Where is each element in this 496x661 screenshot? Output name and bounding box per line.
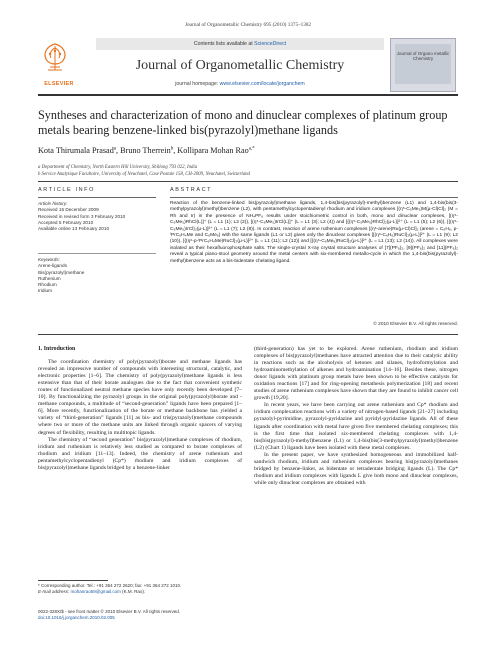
publisher-name: ELSEVIER: [44, 81, 74, 87]
info-divider: [38, 197, 156, 198]
doi-link[interactable]: doi:10.1016/j.jorganchem.2010.02.005: [38, 615, 115, 620]
body-paragraph: The chemistry of “second generation” bis(pyrazolyl)methane complexes of rhodium, iridium and ruthenium is relatively less studied as compared to borate complexes of rhodium and iridium [11–13]. Indeed, the chemistry of arene ruthenium and pentamethylcyclopentadienyl (Cp*) rhodium and iridium complexes of bis(pyrazolyl)methane ligands bridged by a benzene-linker: [38, 436, 242, 471]
journal-cover-thumbnail[interactable]: [390, 38, 456, 92]
author-name[interactable]: Kollipara Mohan Rao: [177, 146, 249, 155]
elsevier-logo[interactable]: [38, 40, 80, 90]
contents-available-bar: [96, 38, 384, 50]
homepage-link[interactable]: www.elsevier.com/locate/jorganchem: [219, 81, 305, 87]
keyword: Iridium: [38, 288, 53, 294]
affiliation: a Department of Chemistry, North Eastern Hill University, Shillong 793 022, India: [38, 165, 198, 170]
body-paragraph: (third-generation) has yet to be explored. Arene ruthenium, rhodium and iridium complexes of bis(pyrazolyl)methanes have attracted attention due to their catalytic ability in reactions such as the alcoholysis of ketones and silanes, hydroformylation and hydroaminomethylation of alkenes and hydroamination [14–16]. Besides these, nitrogen donor ligands with platinum group metals have been shown to be effective catalysts for oxidation reactions [17] and for ring-opening metathesis polymerization [18] and recent studies of arene ruthenium complexes have shown that they are found to inhibit cancer cell growth [19,20].: [254, 346, 458, 402]
journal-homepage: [96, 81, 384, 87]
email-suffix: (K.M. Rao).: [120, 588, 146, 594]
article-title: Syntheses and characterization of mono and dinuclear complexes of platinum group metals bearing benzene-linked bis(pyrazolyl)methane ligands: [38, 108, 448, 137]
body-paragraph: The coordination chemistry of poly(pyrazolyl)borate and methane ligands has revealed an impressive number of compounds with interesting structural, catalytic, and electronic properties [1–6]. The chemistry of poly(pyrazolyl)methane ligands is less extensive than that of their borate analogues due to the fact that convenient synthetic routes of functionalized neutral methane species have only recently been developed [7–10]. By functionalizing the pyrazolyl groups in the original poly(pyrazolyl)borate and -methane compounds, a multitude of “second-generation” ligands have been prepared [1–6]. More recently, functionalization of the borate or methane backbone has yielded a variety of “third-generation” ligands [11] as bis- and tris(pyrazolyl)methane compounds where two or more of the methane units are linked through organic spacers of varying degrees of flexibility, resulting in multitopic ligands.: [38, 359, 242, 436]
article-history: [38, 201, 158, 232]
author-affil-mark: a: [113, 146, 117, 152]
history-item: Received 15 December 2009: [38, 207, 99, 213]
affiliation: b Service Analytique Facultaire, University of Neuchatel, Case Postale 158, CH-2009, Neuchatel, Switzerland: [38, 172, 250, 177]
header-divider: [38, 94, 458, 96]
abstract-bottom-divider: [38, 334, 458, 335]
cover-label: Journal of Organo metallic Chemistry: [396, 51, 450, 61]
article-info-heading: ARTICLE INFO: [38, 187, 95, 193]
email-label: E-mail address:: [38, 588, 71, 594]
article-meta-footer: [38, 609, 338, 621]
author-email-link[interactable]: mohanrao59@gmail.com: [70, 588, 121, 594]
keywords: [38, 257, 158, 295]
corresponding-author-footnote: [38, 583, 248, 595]
journal-citation-line: Journal of Organometallic Chemistry 695 (2010) 1375–1382: [184, 22, 312, 28]
author-affil-mark: b: [170, 146, 174, 152]
elsevier-tree-icon: [38, 40, 72, 74]
author-name[interactable]: Kota Thirumala Prasad: [38, 146, 114, 155]
cover-art: [395, 44, 451, 84]
keywords-heading: Keywords:: [38, 257, 60, 262]
keyword: Rhodium: [38, 282, 57, 288]
keywords-divider: [38, 253, 156, 254]
keyword: Ruthenium: [38, 275, 61, 281]
author-list: Kota Thirumala Prasad$^a$, Bruno Therrein$^b$, Kollipara Mohan Rao$^{a,*}$: [38, 146, 255, 155]
journal-title[interactable]: Journal of Organometallic Chemistry: [135, 58, 345, 73]
history-heading: Article history:: [38, 201, 68, 206]
footnote-email-line: [38, 589, 248, 595]
footnote-contact: * Corresponding author. Tel.: +91 364 272 2620; fax: +91 364 272 1010.: [38, 583, 182, 588]
body-paragraph: In the present paper, we have synthesized homogeneous and immobilized half-sandwich rhodium, iridium and ruthenium complexes bearing bis(pyrazolyl)methanes bridged by benzene-linker, as bidentate or tetradentate bridging ligands (L). The Cp* rhodium and iridium complexes with ligands L give both mono and dinuclear complexes, while only dinuclear complexes are obtained with: [254, 451, 458, 486]
author-affil-mark: a,*: [248, 146, 255, 152]
body-left-column: [38, 346, 242, 472]
contents-prefix: Contents lists available at: [193, 41, 255, 47]
author-name[interactable]: Bruno Therrein: [120, 146, 171, 155]
affiliations: [38, 164, 458, 178]
keyword: Arene-ligands: [38, 263, 67, 269]
abstract-heading: ABSTRACT: [170, 187, 213, 193]
abstract-copyright: © 2010 Elsevier B.V. All rights reserved.: [373, 322, 458, 327]
sciencedirect-link[interactable]: ScienceDirect: [254, 41, 287, 47]
introduction-heading: 1. Introduction: [38, 346, 76, 352]
footnote-rule: [38, 580, 108, 581]
keyword: Bis(pyrazolyl)methane: [38, 269, 85, 275]
abstract-text: Reaction of the benzene-linked bis(pyrazolyl)methane ligands, 1,4-bis(bis(pyrazolyl)-methyl)benzene (L1) and 1,4-bis(bis(3-methylpyrazolyl)methyl)benzene (L2), with pentamethylcyclopentadienyl rhodium and iridium complexes [(η⁵-C₅Me₅)M(μ-Cl)Cl]₂ (M = Rh and Ir) in the presence of NH₄PF₆ results under stoichiometric control in both, mono and dinuclear complexes, [(η⁵-C₅Me₅)RhCl(L)]⁺ (L = L1 (1); L2 (2)), [(η⁵-C₅Me₅)IrCl(L)]⁺ (L = L1 (3); L2 (4)) and [{(η⁵-C₅Me₅)RhCl}₂(μ-L)]²⁺ (L = L1 (5); L2 (6)), [{(η⁵-C₅Me₅)IrCl}₂(μ-L)]²⁺ (L = L1 (7); L2 (8)). In contrast, reaction of arene ruthenium complexes [(η⁶-arene)Ru(μ-Cl)Cl]₂ (arene = C₆H₆, p-ⁱPrC₆H₄Me and C₆Me₆) with the same ligands (L1 or L2) gives only the dinuclear complexes [{(η⁶-C₆H₆)RuCl}₂(μ-L)]²⁺ (L = L1 (9); L2 (10)), [{(η⁶-p-ⁱPrC₆H₄Me)RuCl}₂(μ-L)]²⁺ (L = L1 (11); L2 (12)) and [{(η⁶-C₆Me₆)RuCl}₂(μ-L)]²⁺ (L = L1 (13); L2 (14)). All complexes were isolated as their hexafluorophosphate salts. The single-crystal X-ray crystal structure analyses of [7](PF₆)₂, [9](PF₆)₂ and [11](PF₆)₂ reveal a typical piano-stool geometry around the metal centers with six-membered metallo-cycle in which the 1,4-bis(bis(pyrazolyl)-methyl)benzene acts as a bis-bidentate chelating ligand.: [170, 201, 458, 264]
issn-line: 0022-328X/$ - see front matter © 2010 Elsevier B.V. All rights reserved.: [38, 609, 180, 614]
body-paragraph: In recent years, we have been carrying out arene ruthenium and Cp* rhodium and iridium complexation reactions with a variety of nitrogen-based ligands [21–27] including pyrazolyl-pyrimidine, pyrazolyl-pyridazine and pyridyl-pyridazine ligands. All of these ligands after coordination with metal have given five membered chelating complexes; this is the first time that isolated six-membered chelating complexes with 1,4-bis(bis(pyrazolyl)-methyl)benzene (L1) or 1,4-bis(bis(3-methylpyrazolyl)methyl)benzene (L2) (Chart 1) ligands have been isolated with these metal complexes.: [254, 402, 458, 451]
homepage-prefix: journal homepage:: [175, 81, 220, 87]
body-right-column: [254, 346, 458, 487]
abstract-divider: [170, 197, 458, 198]
history-item: Accepted 5 February 2010: [38, 219, 94, 225]
history-item: Available online 13 February 2010: [38, 226, 110, 232]
history-item: Received in revised form 3 February 2010: [38, 213, 126, 219]
section-divider: [38, 181, 458, 182]
